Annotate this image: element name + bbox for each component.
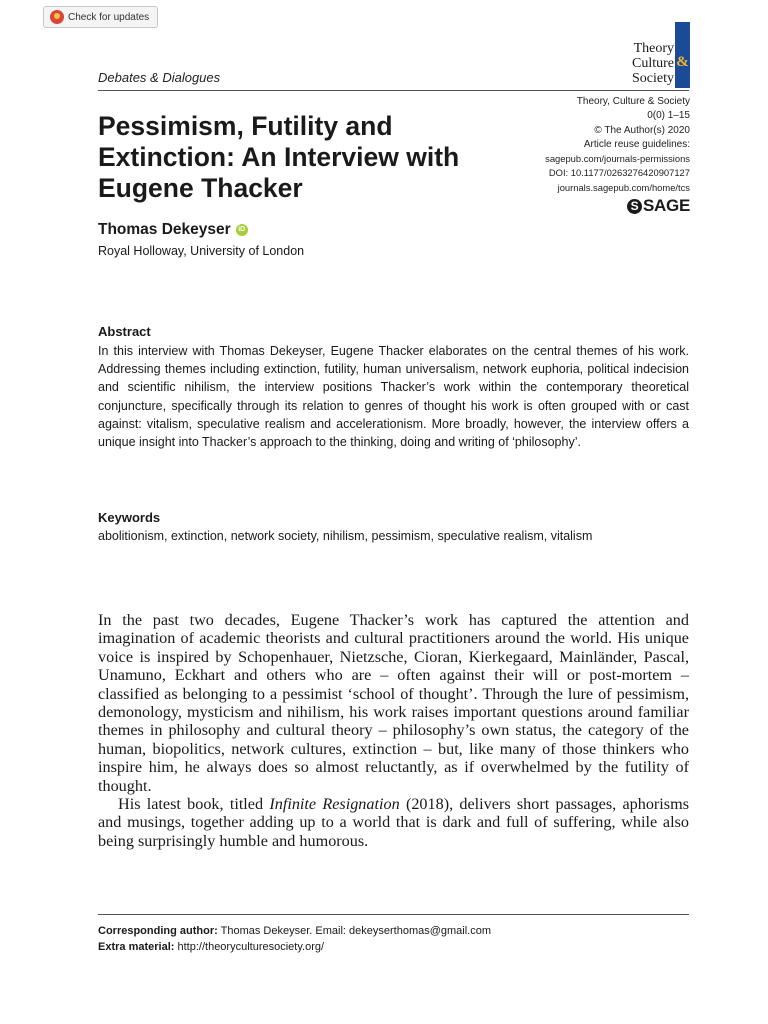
sage-logo <box>627 196 690 216</box>
p2-before: His latest book, titled <box>118 795 270 814</box>
p2-after: (2018), delivers short passages, aphorisms and musings, together adding up to a world that is dark and full of suffering, while also being surprisingly humble and humorous. <box>98 795 689 850</box>
body-paragraph-2 <box>98 795 689 850</box>
keywords-text: abolitionism, extinction, network society, nihilism, pessimism, speculative realism, vitalism <box>98 529 593 543</box>
logo-line-3: Society <box>632 71 674 86</box>
permissions-link[interactable]: sagepub.com/journals-permissions <box>545 153 690 165</box>
abstract-text: In this interview with Thomas Dekeyser, Eugene Thacker elaborates on the central themes of his work. Addressing themes including extinction, futility, human universalism, network euphoria, political indecision and scientific nihilism, the interview positions Thacker’s work within the contemporary theoretical conjuncture, specifically through its relation to genres of thought his work is often grouped with or cast against: vitalism, speculative realism and accelerationism. More broadly, however, the interview offers a unique insight into Thacker’s approach to the thinking, doing and writing of ‘philosophy’. <box>98 344 689 450</box>
author <box>98 221 248 239</box>
journal-name: Theory, Culture & Society <box>576 96 690 107</box>
corresponding-text[interactable]: Thomas Dekeyser. Email: dekeyserthomas@gmail.com <box>220 925 492 937</box>
abstract-heading: Abstract <box>98 324 151 339</box>
section-label: Debates & Dialogues <box>98 70 221 85</box>
article-title: Pessimism, Futility and Extinction: An Interview with Eugene Thacker <box>98 111 460 203</box>
logo-words <box>632 41 674 86</box>
sage-wordmark: SAGE <box>643 196 690 215</box>
book-title: Infinite Resignation <box>269 795 400 814</box>
journal-issue: 0(0) 1–15 <box>647 110 690 122</box>
author-affiliation: Royal Holloway, University of London <box>98 244 305 258</box>
logo-line-1: Theory <box>633 41 674 56</box>
footnotes <box>98 924 491 955</box>
logo-ampersand: & <box>676 54 689 70</box>
orcid-icon[interactable]: iD <box>236 224 248 236</box>
crossmark-icon <box>50 10 64 24</box>
journal-logo <box>604 22 690 88</box>
sage-icon: S <box>627 199 642 214</box>
footnote-divider <box>98 914 689 915</box>
extra-link[interactable]: http://theoryculturesociety.org/ <box>177 940 325 953</box>
journal-home-link[interactable]: journals.sagepub.com/home/tcs <box>557 181 690 193</box>
author-name[interactable]: Thomas Dekeyser <box>98 221 231 238</box>
check-for-updates-label: Check for updates <box>68 11 150 23</box>
logo-line-2: Culture <box>632 56 674 71</box>
corresponding-label: Corresponding author: <box>98 925 218 937</box>
keywords-heading: Keywords <box>98 510 161 525</box>
extra-material <box>98 940 491 956</box>
corresponding-author <box>98 924 491 940</box>
header-divider <box>98 90 689 91</box>
doi[interactable]: DOI: 10.1177/0263276420907127 <box>548 167 690 179</box>
copyright: © The Author(s) 2020 <box>594 124 690 136</box>
extra-label: Extra material: <box>98 940 175 953</box>
reuse-guidelines: Article reuse guidelines: <box>583 138 690 150</box>
journal-meta <box>545 95 690 195</box>
article-body <box>98 611 689 850</box>
check-for-updates-button[interactable] <box>43 6 158 28</box>
body-paragraph-1: In the past two decades, Eugene Thacker’s work has captured the attention and imagination of academic theorists and cultural practitioners around the world. His unique voice is inspired by Schopenhauer, Nietzsche, Cioran, Kierkegaard, Mainländer, Pascal, Unamuno, Eckhart and others who are – often against their will or post-mortem – classified as belonging to a pessimist ‘school of thought’. Through the lure of pessimism, demonology, mysticism and nihilism, his work raises important questions around familiar themes in philosophy and cultural theory – philosophy’s own status, the category of the human, biopolitics, network cultures, extinction – but, like many of those thinkers who inspire him, he always does so almost reluctantly, as if overwhelmed by the futility of thought. <box>98 611 689 795</box>
